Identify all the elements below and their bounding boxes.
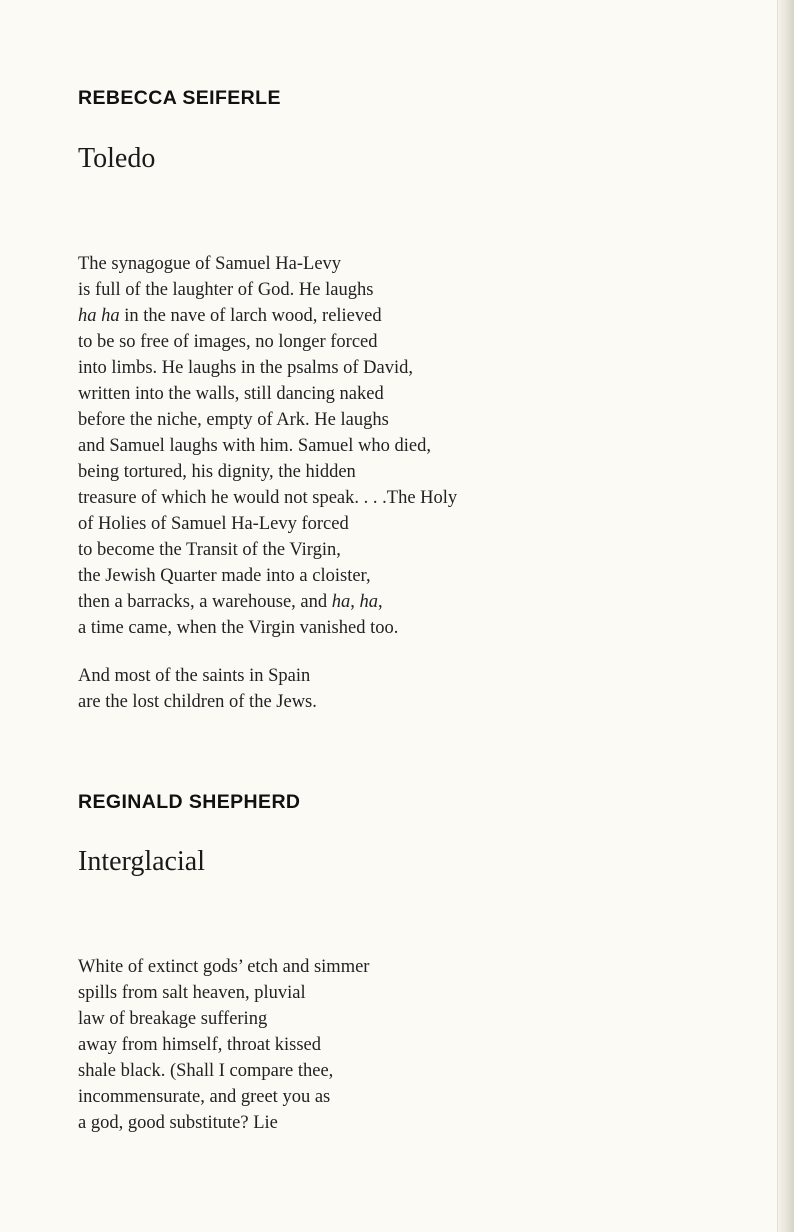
line-text: the Jewish Quarter made into a cloister, [78, 566, 371, 586]
line-text: being tortured, his dignity, the hidden [78, 462, 356, 482]
poem-line [78, 663, 317, 689]
poem-line [78, 251, 457, 277]
poem-line [78, 537, 457, 563]
italic-text: ha [331, 592, 351, 612]
poem-line [78, 485, 457, 511]
poem-line [78, 381, 457, 407]
line-text: a god, good substitute? Lie [78, 1113, 278, 1133]
line-text: into limbs. He laughs in the psalms of David, [78, 358, 414, 378]
poem-line [78, 277, 457, 303]
line-text: to be so free of images, no longer forced [78, 332, 378, 352]
line-text: law of breakage suffering [78, 1009, 268, 1029]
poem-2-author: REGINALD SHEPHERD [78, 791, 301, 813]
line-text: a time came, when the Virgin vanished too. [78, 618, 399, 638]
poem-2-stanza-1 [78, 954, 369, 1136]
poem-line [78, 1084, 369, 1110]
page-edge [777, 0, 794, 1232]
poem-1-author: REBECCA SEIFERLE [78, 87, 281, 109]
line-text: The synagogue of Samuel Ha-Levy [78, 254, 342, 274]
poem-line [78, 1006, 369, 1032]
poem-2-title: Interglacial [78, 846, 205, 877]
poem-line [78, 511, 457, 537]
poem-line [78, 563, 457, 589]
poem-line [78, 459, 457, 485]
line-text: And most of the saints in Spain [78, 666, 311, 686]
line-text: of Holies of Samuel Ha-Levy forced [78, 514, 349, 534]
line-text: , [350, 592, 360, 612]
poem-1-stanza-1 [78, 251, 457, 641]
line-text: then a barracks, a warehouse, and [78, 592, 332, 612]
line-text: shale black. (Shall I compare thee, [78, 1061, 334, 1081]
poem-line [78, 589, 457, 615]
line-text: away from himself, throat kissed [78, 1035, 322, 1055]
poem-line [78, 329, 457, 355]
poem-1-stanza-2 [78, 663, 317, 715]
poem-line [78, 407, 457, 433]
line-text: treasure of which he would not speak. . . .The Holy [78, 488, 458, 508]
poem-line [78, 1110, 369, 1136]
line-text: written into the walls, still dancing naked [78, 384, 384, 404]
line-text: before the niche, empty of Ark. He laughs [78, 410, 389, 430]
poem-line [78, 954, 369, 980]
line-text: , [378, 592, 383, 612]
line-text: incommensurate, and greet you as [78, 1087, 331, 1107]
line-text: to become the Transit of the Virgin, [78, 540, 341, 560]
line-text: spills from salt heaven, pluvial [78, 983, 306, 1003]
line-text: are the lost children of the Jews. [78, 692, 317, 712]
italic-text: ha [359, 592, 378, 612]
poem-line [78, 615, 457, 641]
poem-line [78, 303, 457, 329]
poem-line [78, 689, 317, 715]
poem-line [78, 433, 457, 459]
poem-line [78, 1058, 369, 1084]
line-text: is full of the laughter of God. He laughs [78, 280, 374, 300]
line-text: in the nave of larch wood, relieved [119, 306, 382, 326]
line-text: White of extinct gods’ etch and simmer [78, 957, 370, 977]
poem-line [78, 355, 457, 381]
poem-1-title: Toledo [78, 143, 156, 174]
line-text: and Samuel laughs with him. Samuel who died, [78, 436, 431, 456]
italic-text: ha ha [78, 306, 120, 326]
poem-line [78, 980, 369, 1006]
poem-line [78, 1032, 369, 1058]
